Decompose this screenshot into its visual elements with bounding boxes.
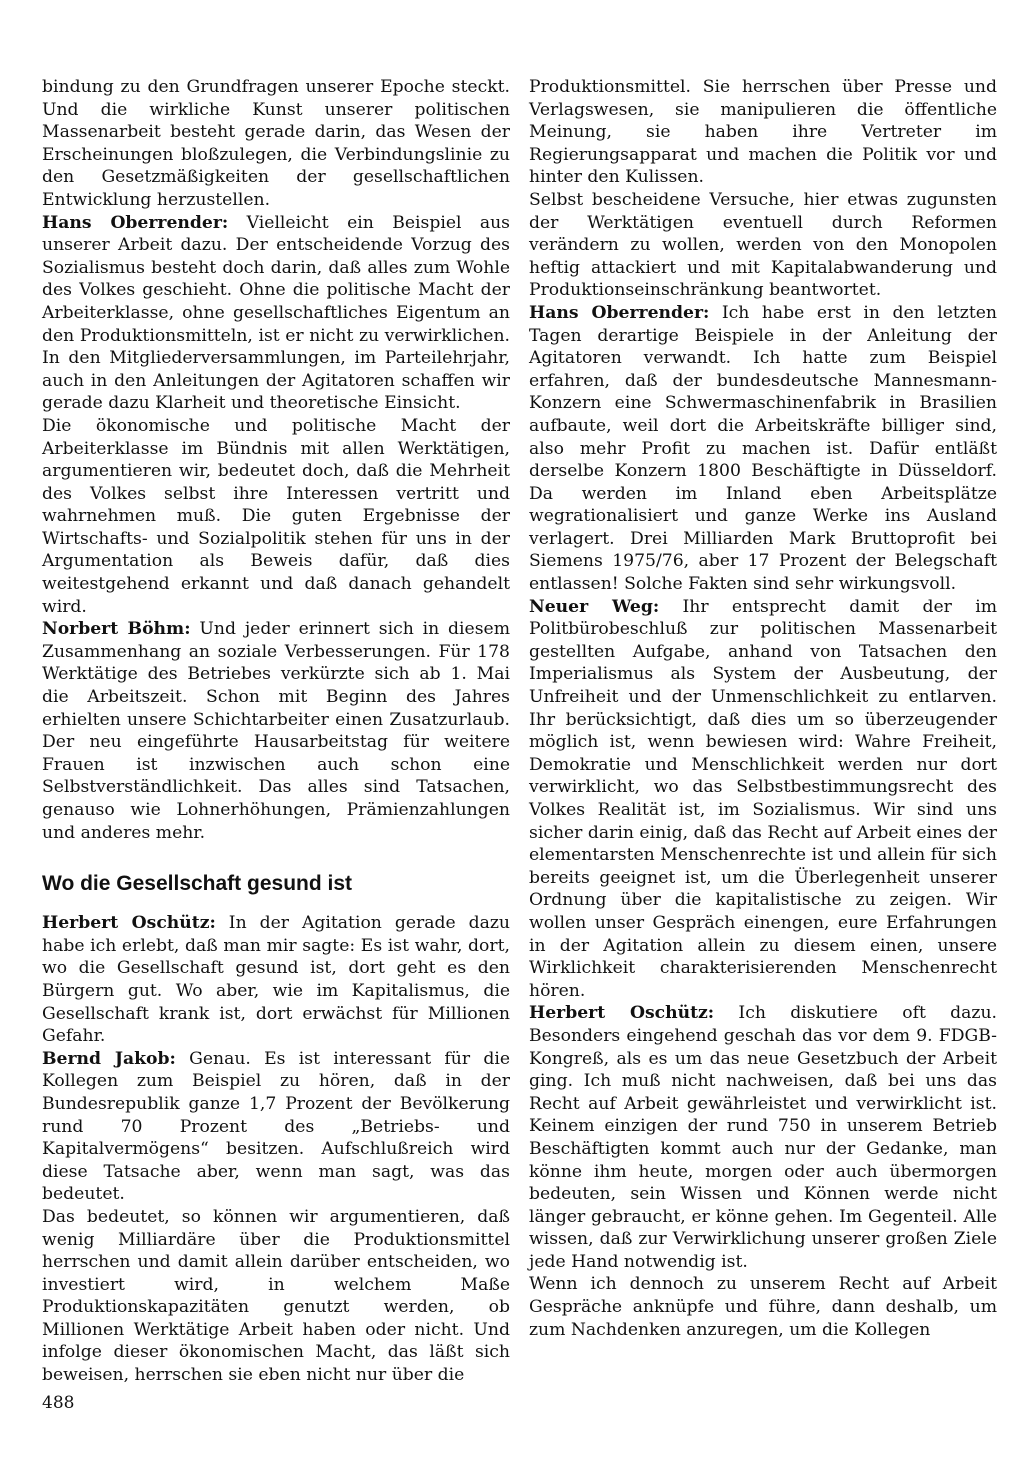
- right-column: [529, 76, 997, 1341]
- paragraph-text: Selbst bescheidene Versuche, hier etwas zugunsten der Werktätigen eventuell durch Reformen verändern zu wollen, werden von den Monopolen heftig attackiert und mit Kapitalabwanderung und Produktionseinschränkung beantwortet.: [529, 189, 997, 301]
- paragraph-text: Vielleicht ein Beispiel aus unserer Arbeit dazu. Der entscheidende Vorzug des Sozialismus besteht doch darin, daß alles zum Wohle des Volkes geschieht. Ohne die politische Macht der Arbeiterklasse, ohne gesellschaftliches Eigentum an den Produktionsmitteln, ist er nicht zu verwirklichen. In den Mitgliederversammlungen, im Parteilehrjahr, auch in den Anleitungen der Agitatoren schaffen wir gerade dazu Klarheit und theoretische Einsicht.: [42, 212, 511, 414]
- paragraph: [529, 1002, 997, 1273]
- paragraph-text: Und jeder erinnert sich in diesem Zusammenhang an soziale Verbesserungen. Für 178 Werktätige des Betriebes verkürzte sich ab 1. Mai die Arbeitszeit. Schon mit Beginn des Jahres erhielten unsere Schichtarbeiter einen Zusatzurlaub. Der neu eingeführte Hausarbeitstag für weitere Frauen ist inzwischen auch schon eine Selbstverständlichkeit. Das alles sind Tatsachen, genauso wie Lohnerhöhungen, Prämienzahlungen und anderes mehr.: [42, 619, 510, 843]
- paragraph: [42, 212, 510, 415]
- left-column: [42, 76, 510, 1387]
- paragraph: [42, 76, 510, 212]
- paragraph-text: Wenn ich dennoch zu unserem Recht auf Arbeit Gespräche anknüpfe und führe, dann deshalb, um zum Nachdenken anzuregen, um die Kollegen: [529, 1274, 997, 1340]
- paragraph: [529, 189, 997, 302]
- speaker-name: Herbert Oschütz:: [529, 1003, 715, 1024]
- paragraph: [42, 618, 510, 844]
- paragraph-text: Produktionsmittel. Sie herrschen über Presse und Verlagswesen, sie manipulieren die öffentliche Meinung, sie haben ihre Vertreter im Regierungsapparat und machen die Politik vor und hinter den Kulissen.: [529, 77, 997, 188]
- section-heading: Wo die Gesellschaft gesund ist: [42, 872, 353, 896]
- paragraph-text: In der Agitation gerade dazu habe ich erlebt, daß man mir sagte: Es ist wahr, dort, wo die Gesellschaft gesund ist, dort geht es den Bürgern gut. Wo aber, wie im Kapitalismus, die Gesellschaft krank ist, dort erwächst für Millionen Gefahr.: [42, 913, 511, 1047]
- paragraph-text: Das bedeutet, so können wir argumentieren, daß wenig Milliardäre über die Produktionsmittel herrschen und damit allein darüber entscheiden, wo investiert wird, in welchem Maße Produktionskapazitäten genutzt werden, ob Millionen Werktätige Arbeit haben oder nicht. Und infolge dieser ökonomischen Macht, das läßt sich beweisen, herrschen sie eben nicht nur über die: [42, 1206, 510, 1386]
- speaker-name: Hans Oberrender:: [42, 212, 229, 233]
- paragraph-text: Ich habe erst in den letzten Tagen derartige Beispiele in der Anleitung der Agitatoren verwandt. Ich hatte zum Beispiel erfahren, daß der bundesdeutsche Mannesmann-Konzern eine Schwermaschinenfabrik in Brasilien aufbaute, weil dort die Arbeitskräfte billiger sind, also mehr Profit zu machen ist. Dafür entläßt derselbe Konzern 1800 Beschäftigte in Düsseldorf. Da werden im Inland eben Arbeitsplätze wegrationalisiert und ganze Werke ins Ausland verlagert. Drei Milliarden Mark Bruttoprofit bei Siemens 1975/76, aber 17 Prozent der Belegschaft entlassen! Solche Fakten sind sehr wirkungsvoll.: [529, 302, 997, 595]
- speaker-name: Herbert Oschütz:: [42, 913, 216, 934]
- paragraph-text: Genau. Es ist interessant für die Kollegen zum Beispiel zu hören, daß in der Bundesrepublik ganze 1,7 Prozent der Bevölkerung rund 70 Prozent des „Betriebs- und Kapitalvermögens“ besitzen. Aufschlußreich wird diese Tatsache aber, wenn man sagt, was das bedeutet.: [42, 1048, 510, 1205]
- paragraph: [42, 1206, 510, 1387]
- paragraph: [529, 302, 997, 596]
- paragraph-text: bindung zu den Grundfragen unserer Epoche steckt. Und die wirkliche Kunst unserer politischen Massenarbeit besteht gerade darin, das Wesen der Erscheinungen bloßzulegen, die Verbindungslinie zu den Gesetzmäßigkeiten der gesellschaftlichen Entwicklung herzustellen.: [42, 77, 510, 210]
- paragraph: [529, 76, 997, 189]
- paragraph: [529, 1273, 997, 1341]
- paragraph: [42, 912, 510, 1048]
- speaker-name: Neuer Weg:: [529, 596, 660, 617]
- paragraph-text: Ihr entsprecht damit der im Politbürobeschluß zur politischen Massenarbeit gestellten Aufgabe, anhand von Tatsachen den Imperialismus als System der Ausbeutung, der Unfreiheit und der Unmenschlichkeit zu entlarven. Ihr berücksichtigt, daß dies um so überzeugender möglich ist, wenn bewiesen wird: Wahre Freiheit, Demokratie und Menschlichkeit werden nur dort verwirklicht, wo das Selbstbestimmungsrecht des Volkes Realität ist, im Sozialismus. Wir sind uns sicher darin einig, daß das Recht auf Arbeit eines der elementarsten Menschenrechte ist und allein für sich bereits geeignet ist, um die Überlegenheit unserer Ordnung über die kapitalistische zu zeigen. Wir wollen unser Gespräch einengen, eure Erfahrungen in der Agitation allein zu diesem einen, unsere Wirklichkeit charakterisierenden Menschenrecht hören.: [529, 596, 997, 1001]
- paragraph-text: Ich diskutiere oft dazu. Besonders eingehend geschah das vor dem 9. FDGB-Kongreß, als es um das neue Gesetzbuch der Arbeit ging. Ich muß nicht nachweisen, daß bei uns das Recht auf Arbeit gewährleistet und verwirklicht ist. Keinem einzigen der rund 750 in unserem Betrieb Beschäftigten kommt auch nur der Gedanke, man könne ihm heute, morgen oder auch übermorgen bedeuten, sein Wissen und Können werde nicht länger gebraucht, er könne gehen. Im Gegenteil. Alle wissen, daß zur Verwirklichung unserer großen Ziele jede Hand notwendig ist.: [529, 1003, 997, 1272]
- speaker-name: Bernd Jakob:: [42, 1048, 176, 1069]
- paragraph: [42, 415, 510, 618]
- page-number: 488: [42, 1393, 75, 1413]
- speaker-name: Hans Oberrender:: [529, 302, 710, 323]
- paragraph: [529, 596, 997, 1003]
- paragraph: [42, 1048, 510, 1206]
- speaker-name: Norbert Böhm:: [42, 619, 191, 640]
- paragraph-text: Die ökonomische und politische Macht der Arbeiterklasse im Bündnis mit allen Werktätigen, argumentieren wir, bedeutet doch, daß die Mehrheit des Volkes selbst ihre Interessen vertritt und wahrnehmen muß. Die guten Ergebnisse der Wirtschafts- und Sozialpolitik stehen für uns in der Argumentation als Beweis dafür, daß dies weitestgehend erkannt und daß danach gehandelt wird.: [42, 415, 510, 617]
